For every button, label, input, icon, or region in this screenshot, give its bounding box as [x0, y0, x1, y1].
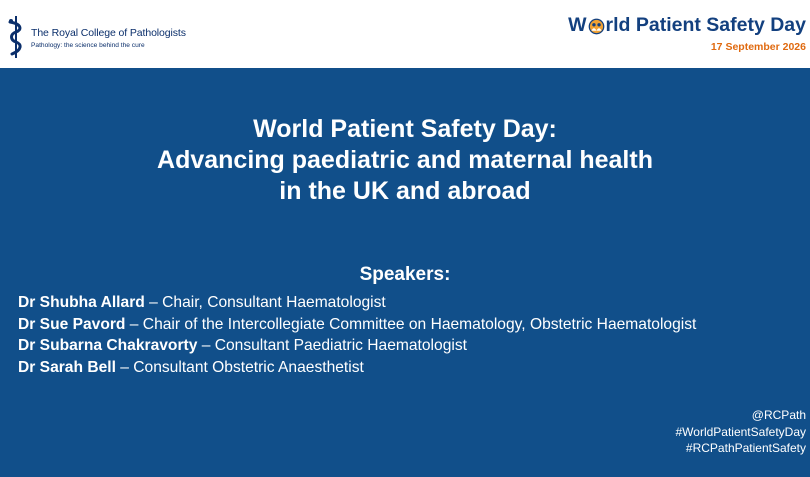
rcp-serpent-icon: [4, 14, 28, 60]
speaker-role: – Consultant Obstetric Anaesthetist: [115, 358, 364, 376]
speaker-role: – Consultant Paediatric Haematologist: [197, 337, 467, 354]
speaker-list: [18, 292, 808, 378]
event-title-prefix: W: [568, 14, 587, 36]
speaker-item: [18, 292, 808, 314]
main-panel: [0, 68, 810, 477]
social-handles: [675, 407, 806, 457]
globe-people-icon: [588, 18, 605, 35]
speaker-role: – Chair of the Intercollegiate Committee on Haematology, Obstetric Haematologist: [125, 315, 697, 333]
rcp-tagline: Pathology: the science behind the cure: [31, 42, 145, 49]
rcp-logo: [4, 14, 186, 60]
title-line-2: Advancing paediatric and maternal health: [157, 146, 653, 174]
hashtag: #RCPathPatientSafety: [685, 441, 806, 455]
title-line-3: in the UK and abroad: [279, 177, 531, 205]
rcp-name: The Royal College of Pathologists: [31, 27, 186, 39]
event-title: [568, 14, 806, 37]
speaker-name: Dr Shubha Allard: [18, 294, 145, 311]
speaker-item: [18, 314, 808, 336]
event-title-suffix: rld Patient Safety Day: [605, 14, 806, 36]
event-date: 17 September 2026: [710, 41, 806, 53]
speaker-name: Dr Subarna Chakravorty: [18, 337, 198, 354]
speaker-name: Dr Sue Pavord: [18, 315, 126, 333]
speaker-item: [18, 335, 808, 357]
speaker-name: Dr Sarah Bell: [18, 358, 116, 376]
speaker-role: – Chair, Consultant Haematologist: [144, 294, 386, 311]
speakers-heading: Speakers:: [359, 264, 451, 285]
world-patient-safety-day-logo: [546, 14, 806, 62]
twitter-handle: @RCPath: [751, 408, 806, 422]
header: [0, 0, 810, 68]
speaker-item: [18, 357, 808, 379]
title-line-1: World Patient Safety Day:: [253, 115, 557, 143]
slide-title: [0, 114, 810, 207]
hashtag: #WorldPatientSafetyDay: [675, 424, 806, 439]
